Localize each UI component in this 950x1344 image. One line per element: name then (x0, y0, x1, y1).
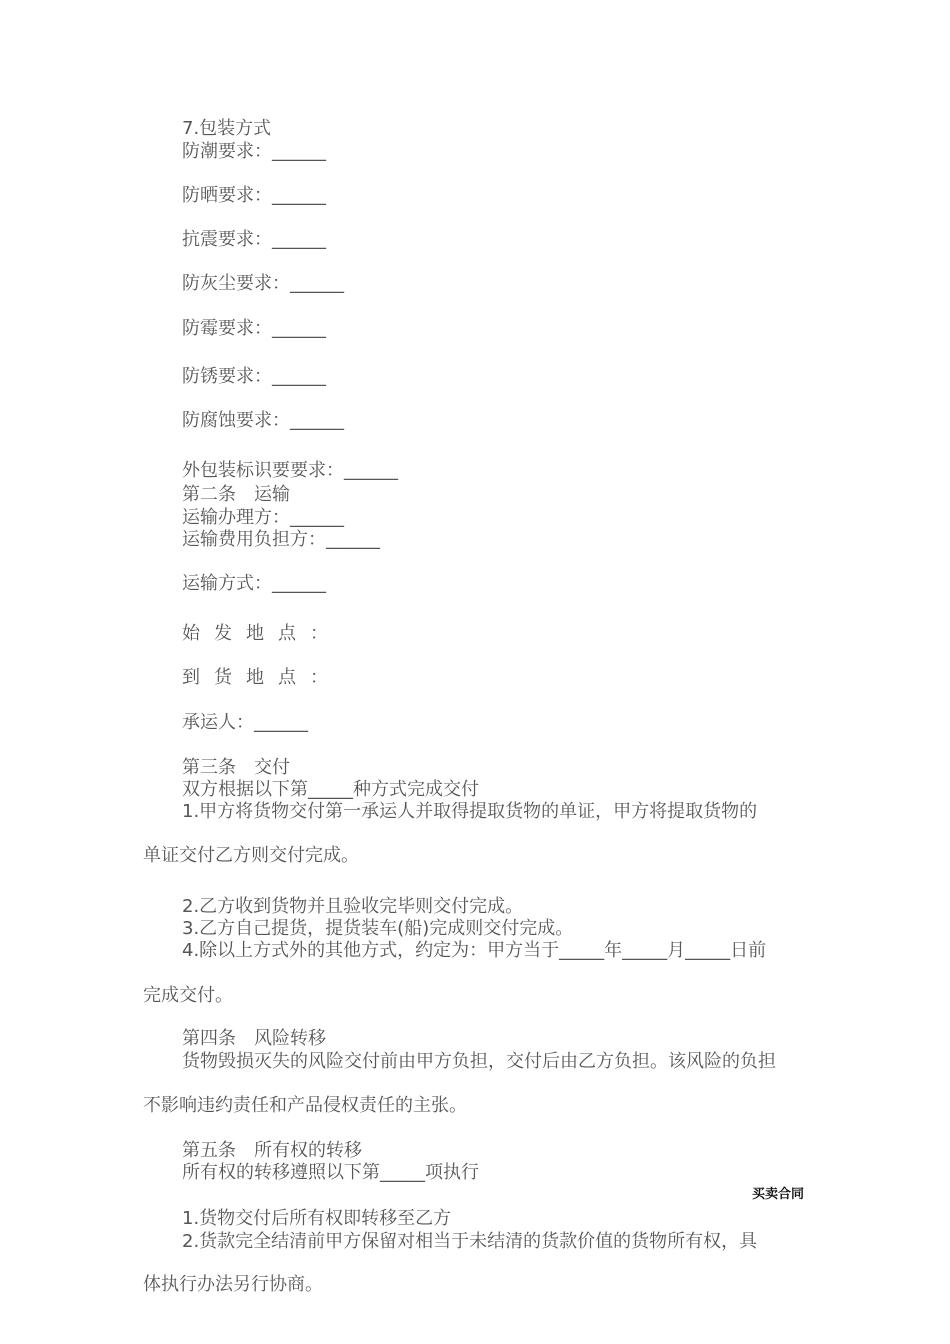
document-footer-label: 买卖合同 (752, 1186, 805, 1201)
ownership-option-2-cont: 体执行办法另行协商。 (143, 1274, 323, 1295)
transport-cost-bearer: 运输费用负担方：______ (182, 529, 380, 550)
delivery-option-3: 3.乙方自己提货，提货装车(船)完成则交付完成。 (182, 918, 574, 939)
sun-requirement: 防晒要求：______ (182, 185, 326, 206)
article-three-heading: 第三条 交付 (182, 757, 290, 778)
risk-transfer-text: 货物毁损灭失的风险交付前由甲方负担，交付后由乙方负担。该风险的负担 (182, 1051, 776, 1072)
arrival-place: 到货地点： (182, 667, 342, 688)
mildew-requirement: 防霉要求：______ (182, 318, 326, 339)
ownership-option-2: 2.货款完全结清前甲方保留对相当于未结清的货款价值的货物所有权，具 (182, 1231, 758, 1252)
outer-marking-requirement: 外包装标识要要求：______ (182, 460, 398, 481)
dust-requirement: 防灰尘要求：______ (182, 273, 344, 294)
carrier: 承运人：______ (182, 712, 308, 733)
transport-handler: 运输办理方：______ (182, 507, 344, 528)
article-four-heading: 第四条 风险转移 (182, 1028, 326, 1049)
delivery-option-1: 1.甲方将货物交付第一承运人并取得提取货物的单证，甲方将提取货物的 (182, 801, 758, 822)
moisture-requirement: 防潮要求：______ (182, 141, 326, 162)
departure-place: 始发地点： (182, 623, 342, 644)
delivery-option-2: 2.乙方收到货物并且验收完毕则交付完成。 (182, 896, 524, 917)
corrosion-requirement: 防腐蚀要求：______ (182, 410, 344, 431)
delivery-method-intro: 双方根据以下第_____种方式完成交付 (182, 779, 479, 800)
rust-requirement: 防锈要求：______ (182, 366, 326, 387)
transport-method: 运输方式：______ (182, 573, 326, 594)
delivery-option-1-cont: 单证交付乙方则交付完成。 (143, 845, 359, 866)
delivery-option-4-cont: 完成交付。 (143, 985, 233, 1006)
risk-transfer-text-cont: 不影响违约责任和产品侵权责任的主张。 (143, 1095, 467, 1116)
article-five-heading: 第五条 所有权的转移 (182, 1140, 362, 1161)
delivery-option-4: 4.除以上方式外的其他方式，约定为：甲方当于_____年_____月_____日前 (182, 940, 767, 961)
ownership-option-1: 1.货物交付后所有权即转移至乙方 (182, 1208, 452, 1229)
shock-requirement: 抗震要求：______ (182, 229, 326, 250)
packaging-heading: 7.包装方式 (182, 118, 272, 139)
ownership-intro: 所有权的转移遵照以下第_____项执行 (182, 1162, 479, 1183)
article-two-heading: 第二条 运输 (182, 484, 290, 505)
